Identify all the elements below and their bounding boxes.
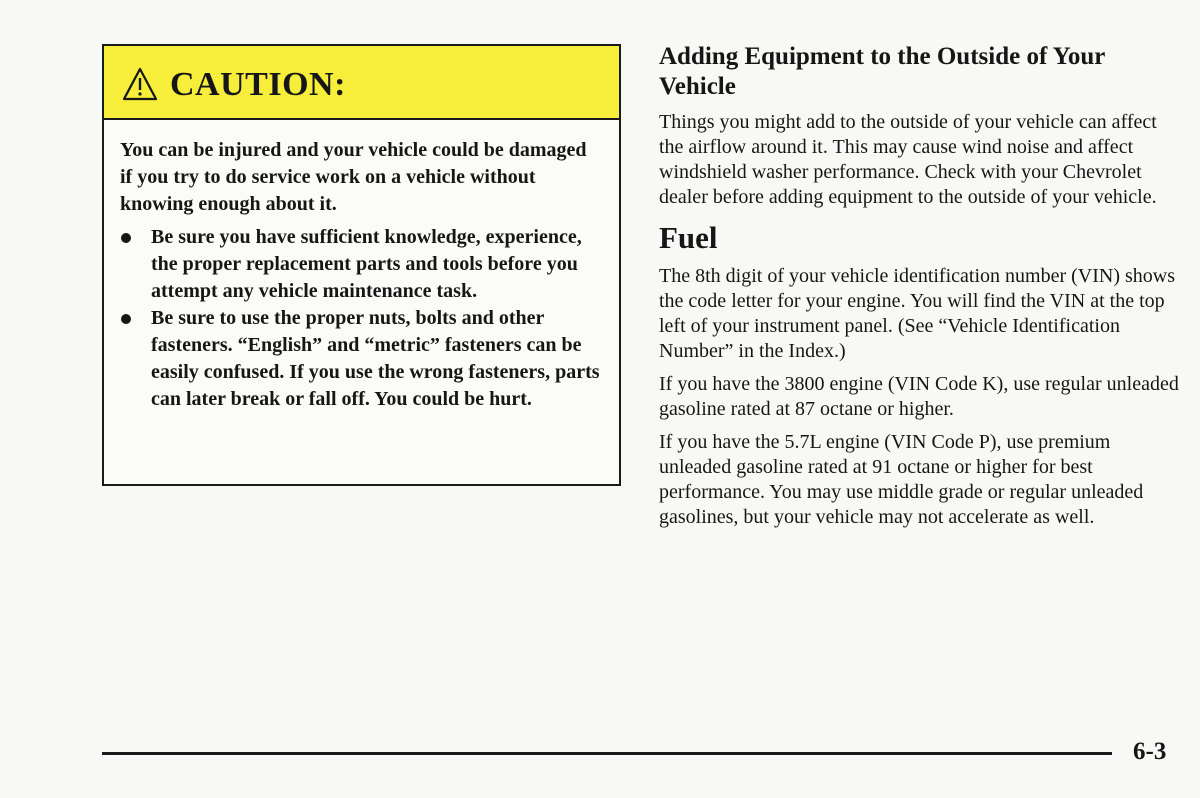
adding-equipment-heading: Adding Equipment to the Outside of Your Vehicle [659,43,1105,100]
right-column [659,42,1179,538]
bullet-icon [121,314,131,324]
caution-body [104,120,619,413]
adding-equipment-paragraph: Things you might add to the outside of your vehicle can affect the airflow around it. This may cause wind noise and affect windshield washer performance. Check with your Chevrolet dealer before adding equipment to the outside of your vehicle. [659,111,1157,208]
caution-bullet-text: Be sure to use the proper nuts, bolts and other fasteners. “English” and “metric” fasteners can be easily confused. If you use the wrong fasteners, parts can later break or fall off. You could be hurt. [151,307,600,410]
fuel-paragraph: If you have the 3800 engine (VIN Code K), use regular unleaded gasoline rated at 87 octane or higher. [659,373,1179,420]
caution-header [104,46,619,120]
caution-list [120,224,603,413]
caution-title: CAUTION: [170,66,346,103]
footer-rule [102,752,1112,755]
bullet-icon [121,233,131,243]
warning-triangle-icon [122,67,158,101]
fuel-paragraph: The 8th digit of your vehicle identification number (VIN) shows the code letter for your engine. You will find the VIN at the top left of your instrument panel. (See “Vehicle Identification Number” in the Index.) [659,265,1175,362]
fuel-paragraph: If you have the 5.7L engine (VIN Code P), use premium unleaded gasoline rated at 91 octane or higher for best performance. You may use middle grade or regular unleaded gasolines, but your vehicle may not accelerate as well. [659,431,1144,528]
caution-box [102,44,621,486]
caution-bullet-item [120,305,603,413]
fuel-heading: Fuel [659,220,718,255]
caution-bullet-item [120,224,603,305]
caution-bullet-text: Be sure you have sufficient knowledge, experience, the proper replacement parts and tools before you attempt any vehicle maintenance task. [151,226,582,302]
page-number: 6-3 [1133,738,1167,765]
caution-intro: You can be injured and your vehicle could be damaged if you try to do service work on a vehicle without knowing enough about it. [120,139,587,215]
